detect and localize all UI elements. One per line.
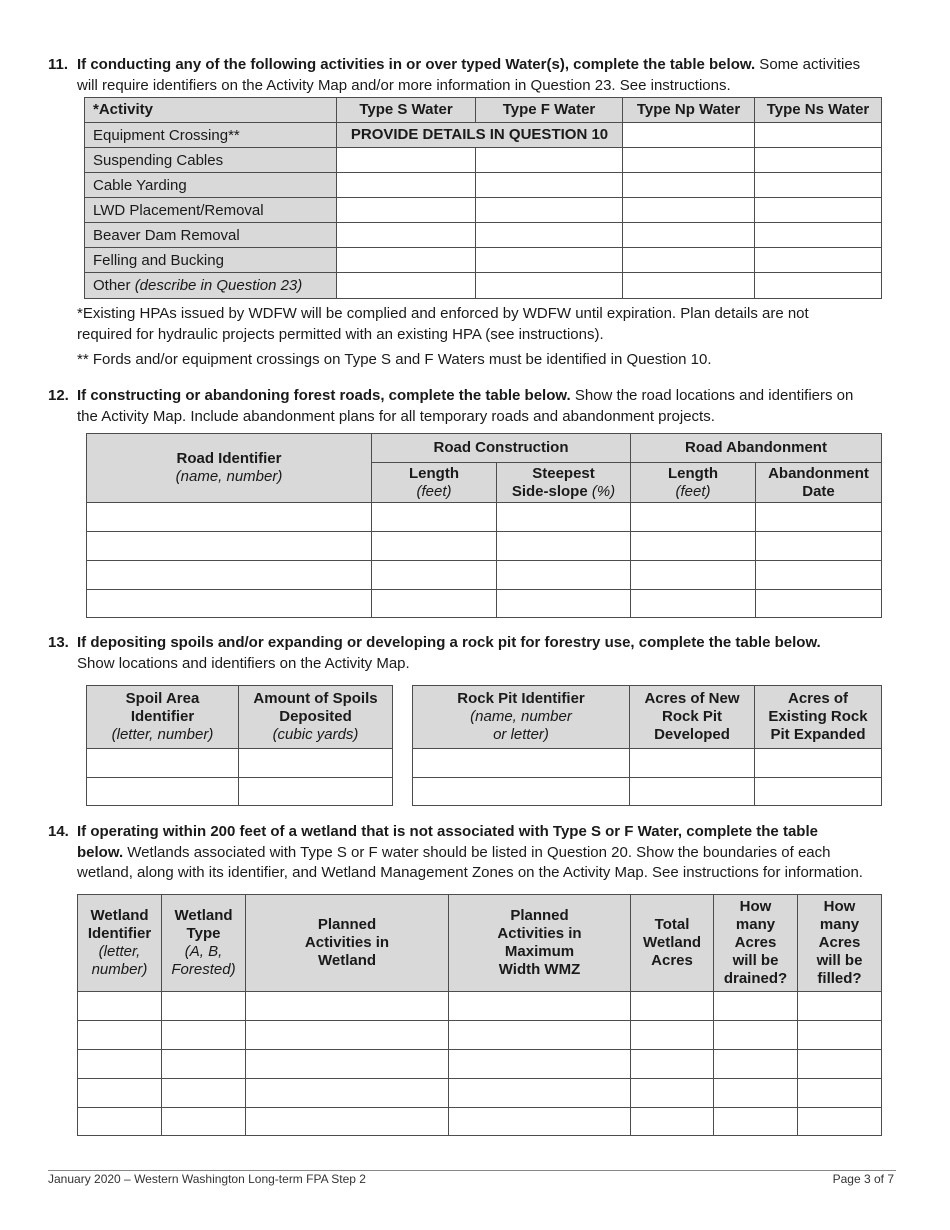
q13-line2: Show locations and identifiers on the Activity Map. xyxy=(77,654,410,672)
q14-cell-input[interactable] xyxy=(798,992,882,1021)
q11-cell-input[interactable] xyxy=(755,123,882,148)
q14-col4-line1: Planned xyxy=(510,907,569,924)
q12-cell-input[interactable] xyxy=(372,590,497,618)
q13-spoil-line2: Identifier xyxy=(130,708,195,725)
q13-header-amount-spoils xyxy=(239,686,393,749)
q14-col3-line1: Planned xyxy=(317,916,377,933)
q14-cell-input[interactable] xyxy=(449,1108,631,1136)
q14-cell-input[interactable] xyxy=(631,992,714,1021)
q12-cell-input[interactable] xyxy=(372,503,497,532)
q13-number: 13. xyxy=(48,634,69,651)
q14-cell-input[interactable] xyxy=(449,992,631,1021)
q14-cell-input[interactable] xyxy=(631,1050,714,1079)
q14-cell-input[interactable] xyxy=(449,1050,631,1079)
q12-cell-input[interactable] xyxy=(497,590,631,618)
q14-cell-input[interactable] xyxy=(162,1108,246,1136)
q13-header-acres-existing xyxy=(755,686,882,749)
q14-cell-input[interactable] xyxy=(162,1050,246,1079)
q11-note-fords: ** Fords and/or equipment crossings on Type S and F Waters must be identified in Question 10. xyxy=(77,351,712,368)
q13-spoil-line1: Spoil Area xyxy=(125,690,200,707)
q11-note-hpa-line1: *Existing HPAs issued by WDFW will be complied and enforced by WDFW until expiration. Plan details are not xyxy=(77,305,809,322)
q13-acres-existing-line2: Existing Rock xyxy=(768,708,868,725)
q11-cell-input[interactable] xyxy=(476,248,623,273)
q13-cell-input[interactable] xyxy=(755,749,882,778)
q14-col7-line1: How xyxy=(823,898,856,915)
q11-header-type-s: Type S Water xyxy=(337,98,476,123)
q12-cell-input[interactable] xyxy=(756,503,882,532)
q14-cell-input[interactable] xyxy=(78,992,162,1021)
q12-cell-input[interactable] xyxy=(87,590,372,618)
q14-cell-input[interactable] xyxy=(714,1108,798,1136)
q14-col1-line1: Wetland xyxy=(90,907,149,924)
q11-cell-input[interactable] xyxy=(623,248,755,273)
q13-header-acres-new xyxy=(630,686,755,749)
q12-cell-input[interactable] xyxy=(87,532,372,561)
q13-rockpit-sub1: (name, number xyxy=(470,708,572,725)
q11-cell-input[interactable] xyxy=(337,223,476,248)
q13-cell-input[interactable] xyxy=(413,778,630,806)
q14-cell-input[interactable] xyxy=(631,1108,714,1136)
q14-line3: wetland, along with its identifier, and Wetland Management Zones on the Activity Map. See instructions for information. xyxy=(77,864,863,881)
q11-cell-input[interactable] xyxy=(476,173,623,198)
q12-header-construction: Road Construction xyxy=(372,434,631,463)
q14-line2-bold: below. xyxy=(77,843,124,861)
q12-cell-input[interactable] xyxy=(372,561,497,590)
q11-provide-details-note: PROVIDE DETAILS IN QUESTION 10 xyxy=(337,123,623,148)
q14-col1-line2: Identifier xyxy=(87,925,152,942)
q12-header-steepest-sideslope xyxy=(497,463,631,503)
q14-cell-input[interactable] xyxy=(78,1021,162,1050)
q12-cell-input[interactable] xyxy=(631,590,756,618)
q12-cell-input[interactable] xyxy=(372,532,497,561)
q14-cell-input[interactable] xyxy=(78,1108,162,1136)
q11-cell-input[interactable] xyxy=(476,273,623,299)
q11-row-label: Felling and Bucking xyxy=(85,248,337,273)
q11-cell-input[interactable] xyxy=(755,173,882,198)
q13-header-spoil-area xyxy=(87,686,239,749)
footer-left: January 2020 – Western Washington Long-term FPA Step 2 xyxy=(48,1172,366,1186)
q14-text xyxy=(77,822,917,884)
q12-cell-input[interactable] xyxy=(87,503,372,532)
q11-text xyxy=(77,55,907,96)
q14-col4-line3: Maximum xyxy=(504,943,575,960)
q14-col6-line1: How xyxy=(739,898,772,915)
q14-number: 14. xyxy=(48,823,69,840)
q14-col6-line5: drained? xyxy=(723,970,788,987)
q11-row-label: LWD Placement/Removal xyxy=(85,198,337,223)
q14-header-wetland-type xyxy=(162,895,246,992)
q13-acres-new-line1: Acres of New xyxy=(644,690,740,707)
q12-aband-date-line1: Abandonment xyxy=(768,464,869,482)
q11-lead: If conducting any of the following activities in or over typed Water(s), complete the table below. xyxy=(77,56,756,73)
q12-header-abandonment: Road Abandonment xyxy=(631,434,882,463)
q11-activity-table xyxy=(84,97,882,299)
q13-text xyxy=(77,633,907,674)
q12-text xyxy=(77,386,907,427)
q12-header-road-identifier xyxy=(87,434,372,503)
q12-cell-input[interactable] xyxy=(631,532,756,561)
q12-road-identifier-label: Road Identifier xyxy=(176,450,282,467)
q14-col1-sub2: number) xyxy=(91,961,148,978)
q12-line2: the Activity Map. Include abandonment plans for all temporary roads and abandonment projects. xyxy=(77,407,715,425)
q13-cell-input[interactable] xyxy=(755,778,882,806)
q14-cell-input[interactable] xyxy=(714,1050,798,1079)
q14-cell-input[interactable] xyxy=(78,1079,162,1108)
q11-cell-input[interactable] xyxy=(623,198,755,223)
q14-col2-sub2: Forested) xyxy=(171,961,236,978)
q14-col3-line2: Activities in xyxy=(304,934,390,951)
q14-col6-line4: will be xyxy=(732,952,779,969)
q11-note-hpa xyxy=(77,304,897,345)
q13-cell-input[interactable] xyxy=(239,778,393,806)
q13-cell-input[interactable] xyxy=(413,749,630,778)
q11-row-label: Suspending Cables xyxy=(85,148,337,173)
q13-amount-line2: Deposited xyxy=(279,708,352,725)
q11-cell-input[interactable] xyxy=(755,148,882,173)
q12-road-identifier-sub: (name, number) xyxy=(175,468,283,485)
q12-steepest-label: Steepest xyxy=(532,464,595,482)
q14-header-planned-wetland xyxy=(246,895,449,992)
q14-cell-input[interactable] xyxy=(78,1050,162,1079)
q13-amount-sub: (cubic yards) xyxy=(272,726,359,743)
q11-row-label: Equipment Crossing** xyxy=(85,123,337,148)
q12-number: 12. xyxy=(48,387,69,404)
q14-cell-input[interactable] xyxy=(162,1079,246,1108)
q14-cell-input[interactable] xyxy=(449,1079,631,1108)
q11-cell-input[interactable] xyxy=(623,223,755,248)
q11-line2: will require identifiers on the Activity Map and/or more information in Question 23. See instructions. xyxy=(77,76,731,94)
q14-header-total-acres xyxy=(631,895,714,992)
q14-cell-input[interactable] xyxy=(631,1079,714,1108)
q12-sideslope-line xyxy=(497,483,630,501)
q14-col5-line1: Total xyxy=(654,916,690,933)
q12-cell-input[interactable] xyxy=(497,532,631,561)
q12-cell-input[interactable] xyxy=(756,590,882,618)
q11-other-italic: (describe in Question 23) xyxy=(134,277,303,294)
q11-row-label: Beaver Dam Removal xyxy=(85,223,337,248)
q14-cell-input[interactable] xyxy=(246,992,449,1021)
q13-lead: If depositing spoils and/or expanding or developing a rock pit for forestry use, complete the table below. xyxy=(77,634,821,651)
q11-cell-input[interactable] xyxy=(623,173,755,198)
q13-cell-input[interactable] xyxy=(87,778,239,806)
q14-cell-input[interactable] xyxy=(246,1050,449,1079)
q14-wetland-table xyxy=(77,894,882,1136)
q14-cell-input[interactable] xyxy=(162,1021,246,1050)
q13-cell-input[interactable] xyxy=(630,778,755,806)
q14-col7-line2: many xyxy=(819,916,860,933)
q12-sideslope-label: Side-slope xyxy=(511,482,592,500)
q11-cell-input[interactable] xyxy=(337,273,476,299)
q14-header-acres-drained xyxy=(714,895,798,992)
q11-cell-input[interactable] xyxy=(623,123,755,148)
q12-lead: If constructing or abandoning forest roads, complete the table below. xyxy=(77,387,571,404)
q11-cell-input[interactable] xyxy=(755,198,882,223)
q14-cell-input[interactable] xyxy=(798,1021,882,1050)
q12-lead-rest: Show the road locations and identifiers on xyxy=(570,387,854,404)
q13-rockpit-label: Rock Pit Identifier xyxy=(457,690,585,707)
q11-row-label-other xyxy=(85,273,337,299)
q14-cell-input[interactable] xyxy=(798,1108,882,1136)
q11-cell-input[interactable] xyxy=(337,248,476,273)
q12-header-abandonment-date xyxy=(756,463,882,503)
q13-amount-line1: Amount of Spoils xyxy=(253,690,378,707)
q11-row-label: Cable Yarding xyxy=(85,173,337,198)
q14-col4-line4: Width WMZ xyxy=(498,961,581,978)
q11-header-type-ns: Type Ns Water xyxy=(755,98,882,123)
q12-header-abandonment-length xyxy=(631,463,756,503)
q11-cell-input[interactable] xyxy=(337,173,476,198)
q12-cell-input[interactable] xyxy=(631,561,756,590)
q11-cell-input[interactable] xyxy=(476,148,623,173)
q11-other-label: Other xyxy=(93,277,135,294)
q13-header-rockpit-identifier xyxy=(413,686,630,749)
q14-cell-input[interactable] xyxy=(798,1079,882,1108)
q14-lead: If operating within 200 feet of a wetland that is not associated with Type S or F Water, complete the table xyxy=(77,823,818,840)
q14-cell-input[interactable] xyxy=(246,1108,449,1136)
q11-cell-input[interactable] xyxy=(337,198,476,223)
q14-col7-line4: will be xyxy=(816,952,863,969)
q13-spoils-table xyxy=(86,685,393,806)
q12-header-construction-length xyxy=(372,463,497,503)
q14-col7-line5: filled? xyxy=(817,970,862,987)
q11-cell-input[interactable] xyxy=(623,273,755,299)
q13-cell-input[interactable] xyxy=(87,749,239,778)
q12-length2-label: Length xyxy=(668,464,718,482)
q12-length-label: Length xyxy=(409,464,459,482)
q12-length-unit: (feet) xyxy=(416,482,452,500)
q14-header-acres-filled xyxy=(798,895,882,992)
q13-acres-existing-line3: Pit Expanded xyxy=(770,726,866,743)
q13-cell-input[interactable] xyxy=(239,749,393,778)
q14-col2-line1: Wetland xyxy=(174,907,233,924)
q14-col5-line2: Wetland xyxy=(642,934,702,951)
q14-cell-input[interactable] xyxy=(798,1050,882,1079)
q11-header-activity: *Activity xyxy=(85,98,337,123)
q13-spoil-sub: (letter, number) xyxy=(111,726,214,743)
q11-cell-input[interactable] xyxy=(337,148,476,173)
q12-cell-input[interactable] xyxy=(497,503,631,532)
q12-cell-input[interactable] xyxy=(756,561,882,590)
q14-cell-input[interactable] xyxy=(714,1021,798,1050)
footer-page-number: Page 3 of 7 xyxy=(832,1172,894,1186)
q14-cell-input[interactable] xyxy=(246,1079,449,1108)
q11-cell-input[interactable] xyxy=(755,223,882,248)
q12-sideslope-unit: (%) xyxy=(591,482,616,500)
q13-rockpit-sub2: or letter) xyxy=(493,726,549,743)
q12-cell-input[interactable] xyxy=(497,561,631,590)
q13-acres-new-line2: Rock Pit xyxy=(661,708,722,725)
q11-cell-input[interactable] xyxy=(476,198,623,223)
q14-col6-line3: Acres xyxy=(734,934,777,951)
q14-line2-rest: Wetlands associated with Type S or F water should be listed in Question 20. Show the boundaries of each xyxy=(123,843,831,861)
q11-header-type-f: Type F Water xyxy=(476,98,623,123)
q14-cell-input[interactable] xyxy=(714,1079,798,1108)
q11-cell-input[interactable] xyxy=(755,248,882,273)
q14-cell-input[interactable] xyxy=(631,1021,714,1050)
q11-number: 11. xyxy=(48,56,69,73)
q11-cell-input[interactable] xyxy=(476,223,623,248)
q13-rockpit-table xyxy=(412,685,882,806)
q11-cell-input[interactable] xyxy=(623,148,755,173)
q14-header-wetland-identifier xyxy=(78,895,162,992)
q12-cell-input[interactable] xyxy=(87,561,372,590)
q14-col1-sub1: (letter, xyxy=(98,943,141,960)
q12-cell-input[interactable] xyxy=(756,532,882,561)
q11-cell-input[interactable] xyxy=(755,273,882,299)
q12-cell-input[interactable] xyxy=(631,503,756,532)
q11-note-hpa-line2: required for hydraulic projects permitted with an existing HPA (see instructions). xyxy=(77,325,604,343)
q14-cell-input[interactable] xyxy=(714,992,798,1021)
q14-col5-line3: Acres xyxy=(651,952,693,969)
q14-cell-input[interactable] xyxy=(162,992,246,1021)
q12-length2-unit: (feet) xyxy=(675,482,711,500)
q14-header-planned-wmz xyxy=(449,895,631,992)
footer-divider xyxy=(48,1170,896,1171)
q14-cell-input[interactable] xyxy=(449,1021,631,1050)
q14-col2-sub1: (A, B, xyxy=(184,943,223,960)
q14-col4-line2: Activities in xyxy=(497,925,582,942)
q13-cell-input[interactable] xyxy=(630,749,755,778)
q14-cell-input[interactable] xyxy=(246,1021,449,1050)
q13-acres-existing-line1: Acres of xyxy=(787,690,849,707)
q11-lead-rest: Some activities xyxy=(755,56,861,73)
q12-road-table xyxy=(86,433,882,618)
q12-aband-date-line2: Date xyxy=(802,482,835,500)
q13-acres-new-line3: Developed xyxy=(654,726,730,743)
q14-col2-line2: Type xyxy=(186,925,221,942)
q14-col3-line3: Wetland xyxy=(317,952,377,969)
q11-header-type-np: Type Np Water xyxy=(623,98,755,123)
q14-col7-line3: Acres xyxy=(818,934,861,951)
q14-col6-line2: many xyxy=(735,916,776,933)
